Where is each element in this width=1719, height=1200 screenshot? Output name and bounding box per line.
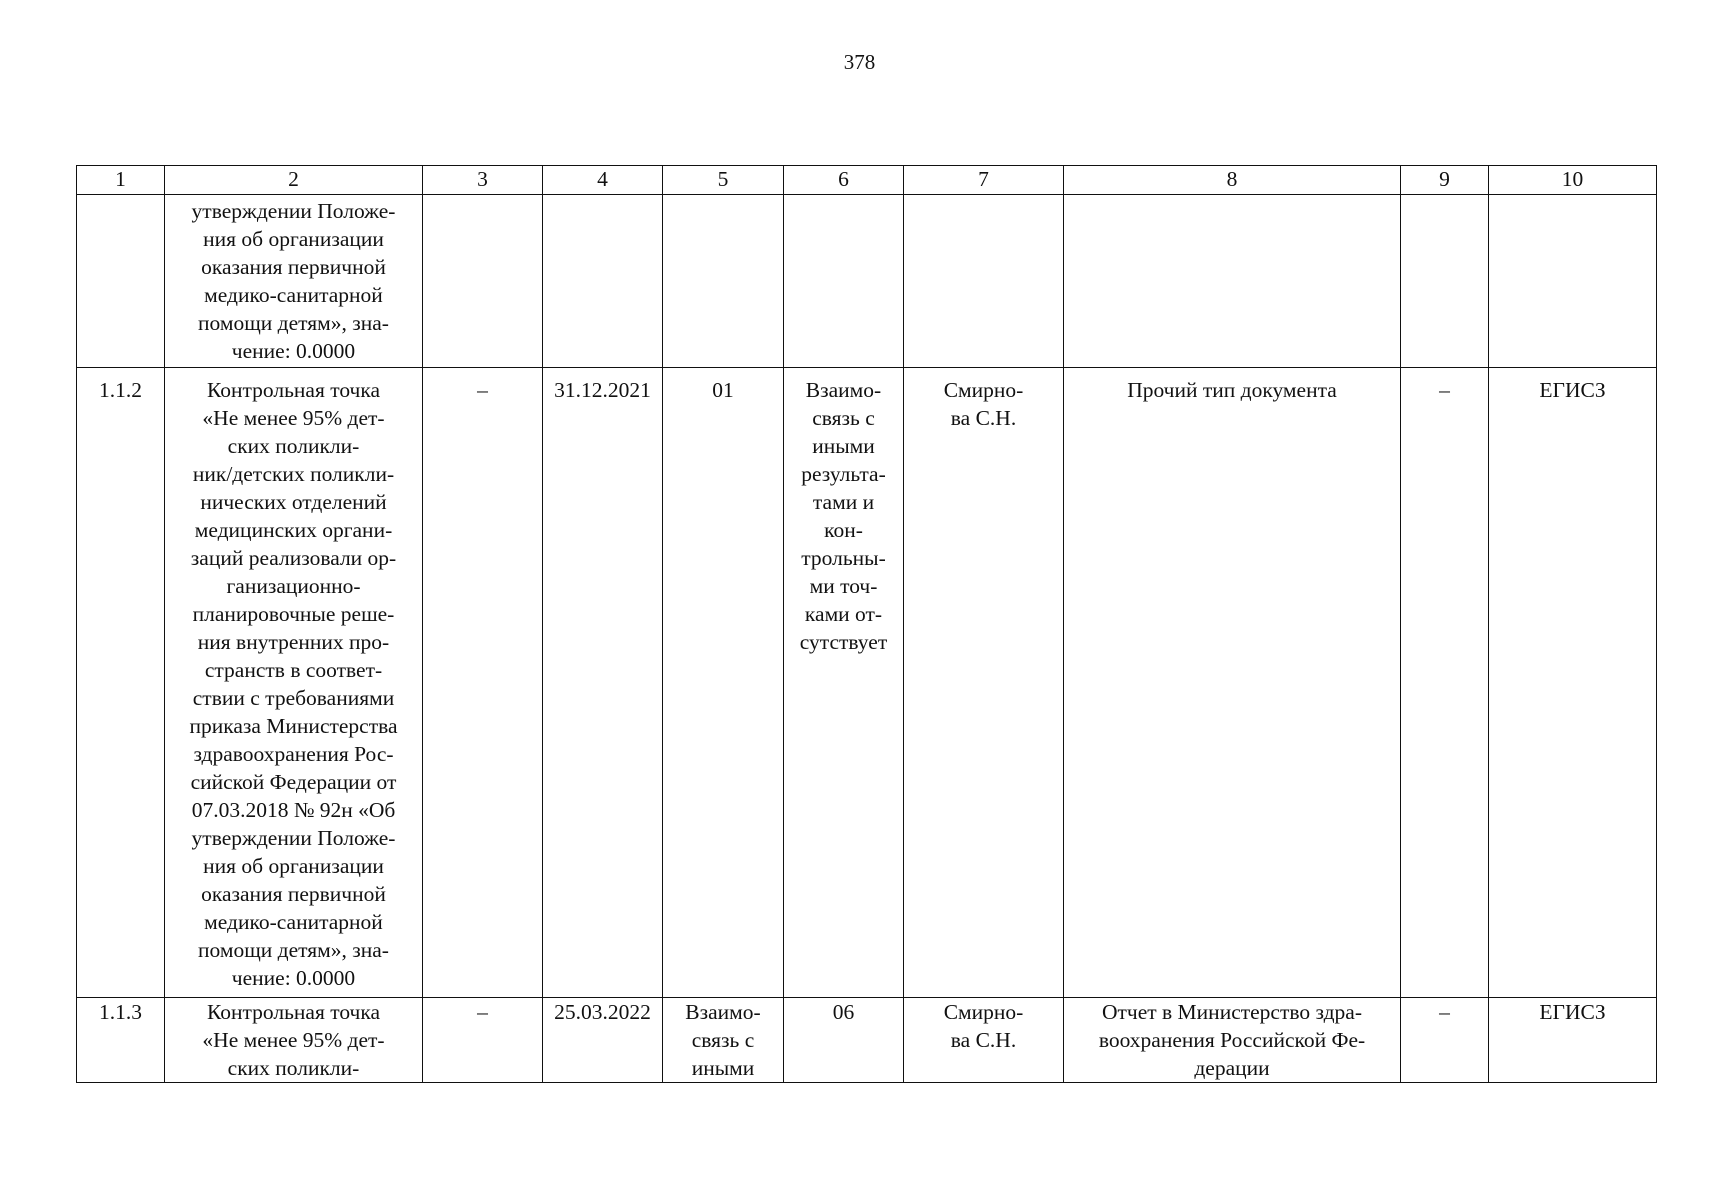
row-number-cell: 1.1.3 <box>77 998 165 1083</box>
table-cell <box>423 195 543 368</box>
column-header: 7 <box>904 166 1064 195</box>
row-number-cell <box>77 195 165 368</box>
description-cell: Контрольная точка «Не менее 95% дет- ских поликли- ник/детских поликли- нических отделений медицинских органи- заций реализовали ор- ганизационно- планировочные реше- ния внутренних про- странств в соответ- ствии с требованиями приказа Министерства здравоохранения Рос- сийской Федерации от 07.03.2018 № 92н «Об утверждении Положе- ния об организации оказания первичной медико-санитарной помощи детям», зна- чение: 0.0000 <box>165 368 423 998</box>
dash-cell: – <box>1401 368 1489 998</box>
table-cell <box>1489 195 1657 368</box>
column-header: 4 <box>543 166 663 195</box>
description-cell: утверждении Положе- ния об организации оказания первичной медико-санитарной помощи детям», зна- чение: 0.0000 <box>165 195 423 368</box>
description-cell: Контрольная точка «Не менее 95% дет- ских поликли- <box>165 998 423 1083</box>
system-cell: ЕГИСЗ <box>1489 368 1657 998</box>
page-number: 378 <box>843 50 876 74</box>
responsible-cell: Смирно- ва С.Н. <box>904 368 1064 998</box>
table-cell <box>543 195 663 368</box>
code-cell: 01 <box>663 368 784 998</box>
document-type-cell: Прочий тип документа <box>1064 368 1401 998</box>
code-cell: 06 <box>784 998 904 1083</box>
column-header: 5 <box>663 166 784 195</box>
column-header: 10 <box>1489 166 1657 195</box>
relation-cell: Взаимо- связь с иными результа- тами и кон- трольны- ми точ- ками от- сутствует <box>784 368 904 998</box>
plan-table <box>76 165 1657 1083</box>
table-cell <box>1064 195 1401 368</box>
row-number-cell: 1.1.2 <box>77 368 165 998</box>
dash-cell: – <box>423 998 543 1083</box>
date-cell: 25.03.2022 <box>543 998 663 1083</box>
table-cell <box>904 195 1064 368</box>
column-header: 1 <box>77 166 165 195</box>
column-header: 6 <box>784 166 904 195</box>
table-cell <box>1401 195 1489 368</box>
relation-cell: Взаимо- связь с иными <box>663 998 784 1083</box>
table-cell <box>663 195 784 368</box>
table-row <box>77 195 1657 368</box>
column-header: 3 <box>423 166 543 195</box>
table-row <box>77 368 1657 998</box>
column-header: 2 <box>165 166 423 195</box>
table-row <box>77 998 1657 1083</box>
table-header-row <box>77 166 1657 195</box>
document-type-cell: Отчет в Министерство здра- воохранения Российской Фе- дерации <box>1064 998 1401 1083</box>
dash-cell: – <box>1401 998 1489 1083</box>
table-cell <box>784 195 904 368</box>
date-cell: 31.12.2021 <box>543 368 663 998</box>
system-cell: ЕГИСЗ <box>1489 998 1657 1083</box>
column-header: 9 <box>1401 166 1489 195</box>
responsible-cell: Смирно- ва С.Н. <box>904 998 1064 1083</box>
dash-cell: – <box>423 368 543 998</box>
column-header: 8 <box>1064 166 1401 195</box>
